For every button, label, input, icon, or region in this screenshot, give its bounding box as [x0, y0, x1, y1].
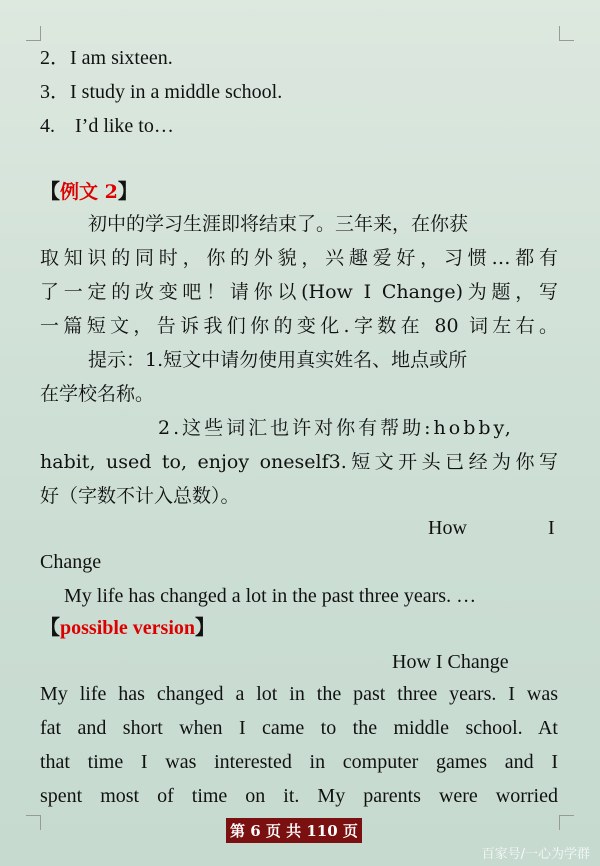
page-corner-mark	[559, 26, 574, 41]
bracket-open: 【	[40, 617, 60, 639]
page-corner-mark	[559, 815, 574, 830]
paragraph-line: 取知识的同时，你的外貌，兴趣爱好，习惯…都有	[40, 247, 558, 269]
list-item: 3．I study in a middle school.	[40, 81, 283, 103]
title-word-i: I	[548, 517, 555, 539]
title-word-how: How	[428, 517, 467, 539]
essay-line: fat and short when I came to the middle school. At	[40, 717, 558, 739]
paragraph-line: 提示：1.短文中请勿使用真实姓名、地点或所	[88, 349, 468, 371]
paragraph-line: 在学校名称。	[40, 383, 155, 405]
bracket-close: 】	[195, 617, 216, 639]
paragraph-line: 2.这些词汇也许对你有帮助:hobby,	[158, 417, 514, 439]
paragraph-line: 好（字数不计入总数）。	[40, 485, 240, 507]
list-item: 2．I am sixteen.	[40, 47, 173, 69]
page-number: 第 6 页 共 110 页	[226, 818, 362, 843]
watermark: 百家号/一心为学群	[481, 847, 590, 862]
example-title: 例文 2	[60, 181, 118, 203]
essay-title: How I Change	[392, 651, 509, 673]
paragraph-line: habit, used to, enjoy oneself3.短文开头已经为你写	[40, 451, 558, 473]
essay-line: spent most of time on it. My parents were worried	[40, 785, 558, 807]
paragraph-line: 一篇短文，告诉我们你的变化.字数在 80 词左右。	[40, 315, 558, 337]
essay-line: that time I was interested in computer games and I	[40, 751, 558, 773]
possible-version-heading	[40, 614, 215, 642]
title-word-change: Change	[40, 551, 102, 573]
paragraph-line: My life has changed a lot in the past three years. …	[64, 585, 477, 607]
paragraph-line: 初中的学习生涯即将结束了。三年来，在你获	[88, 213, 469, 235]
bracket-open: 【	[40, 181, 60, 203]
bracket-close: 】	[117, 181, 138, 203]
page-corner-mark	[26, 26, 41, 41]
paragraph-line: 了一定的改变吧！请你以(How I Change)为题，写	[40, 281, 558, 303]
example-heading	[40, 178, 138, 206]
possible-version-title: possible version	[60, 617, 196, 639]
essay-line: My life has changed a lot in the past three years. I was	[40, 683, 558, 705]
list-item: 4. I’d like to…	[40, 115, 174, 137]
page-corner-mark	[26, 815, 41, 830]
